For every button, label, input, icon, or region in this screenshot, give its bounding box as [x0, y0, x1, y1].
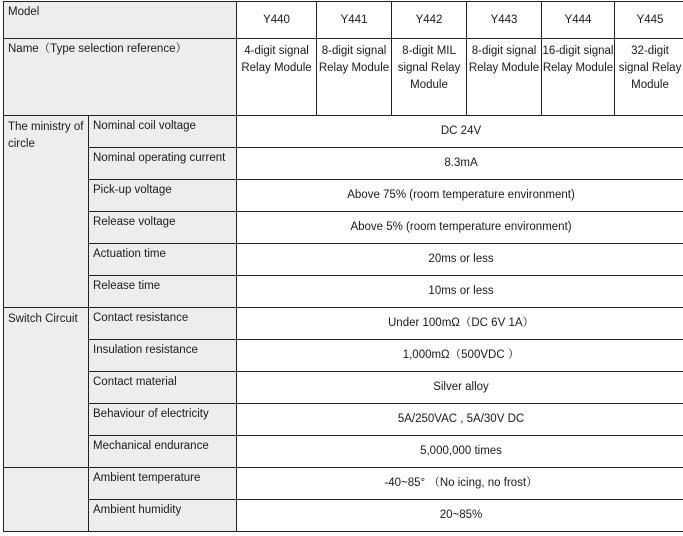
model-name: 16-digit signal Relay Module: [542, 39, 615, 116]
group-label: [4, 468, 89, 532]
spec-table: [3, 1, 683, 532]
model-name: 8-digit signal Relay Module: [317, 39, 392, 116]
param-label: Contact resistance: [89, 308, 237, 340]
param-value: Silver alloy: [237, 372, 683, 404]
param-value: 10ms or less: [237, 276, 683, 308]
param-label: Nominal operating current: [89, 148, 237, 180]
model-code: Y444: [542, 2, 615, 39]
spec-row: [4, 244, 683, 276]
param-label: Insulation resistance: [89, 340, 237, 372]
param-label: Release voltage: [89, 212, 237, 244]
model-row: [4, 2, 683, 39]
model-name: 8-digit signal Relay Module: [467, 39, 542, 116]
model-name: 4-digit signal Relay Module: [237, 39, 317, 116]
spec-row: [4, 276, 683, 308]
spec-row: [4, 212, 683, 244]
param-label: Behaviour of electricity: [89, 404, 237, 436]
spec-row: [4, 148, 683, 180]
spec-row: [4, 372, 683, 404]
spec-row: [4, 180, 683, 212]
spec-row: [4, 308, 683, 340]
model-name: 32-digit signal Relay Module: [615, 39, 683, 116]
model-code: Y441: [317, 2, 392, 39]
model-code: Y440: [237, 2, 317, 39]
spec-row: [4, 436, 683, 468]
model-code: Y443: [467, 2, 542, 39]
param-value: 20~85%: [237, 500, 683, 532]
param-label: Ambient humidity: [89, 500, 237, 532]
param-label: Pick-up voltage: [89, 180, 237, 212]
param-label: Actuation time: [89, 244, 237, 276]
param-value: 5A/250VAC , 5A/30V DC: [237, 404, 683, 436]
param-label: Mechanical endurance: [89, 436, 237, 468]
model-code: Y445: [615, 2, 683, 39]
name-label: Name（Type selection reference）: [4, 39, 237, 116]
param-value: Above 5% (room temperature environment): [237, 212, 683, 244]
param-value: 20ms or less: [237, 244, 683, 276]
param-value: 5,000,000 times: [237, 436, 683, 468]
name-row: [4, 39, 683, 116]
group-label: Switch Circuit: [4, 308, 89, 468]
param-label: Ambient temperature: [89, 468, 237, 500]
model-code: Y442: [392, 2, 467, 39]
param-label: Release time: [89, 276, 237, 308]
param-label: Nominal coil voltage: [89, 116, 237, 148]
spec-row: [4, 340, 683, 372]
param-value: 1,000mΩ（500VDC ）: [237, 340, 683, 372]
param-label: Contact material: [89, 372, 237, 404]
model-name: 8-digit MIL signal Relay Module: [392, 39, 467, 116]
param-value: Under 100mΩ（DC 6V 1A）: [237, 308, 683, 340]
spec-row: [4, 116, 683, 148]
param-value: Above 75% (room temperature environment): [237, 180, 683, 212]
group-label: The ministry of circle: [4, 116, 89, 308]
spec-row: [4, 500, 683, 532]
param-value: 8.3mA: [237, 148, 683, 180]
param-value: -40~85° （No icing, no frost）: [237, 468, 683, 500]
model-label: Model: [4, 2, 237, 39]
param-value: DC 24V: [237, 116, 683, 148]
spec-row: [4, 468, 683, 500]
spec-row: [4, 404, 683, 436]
